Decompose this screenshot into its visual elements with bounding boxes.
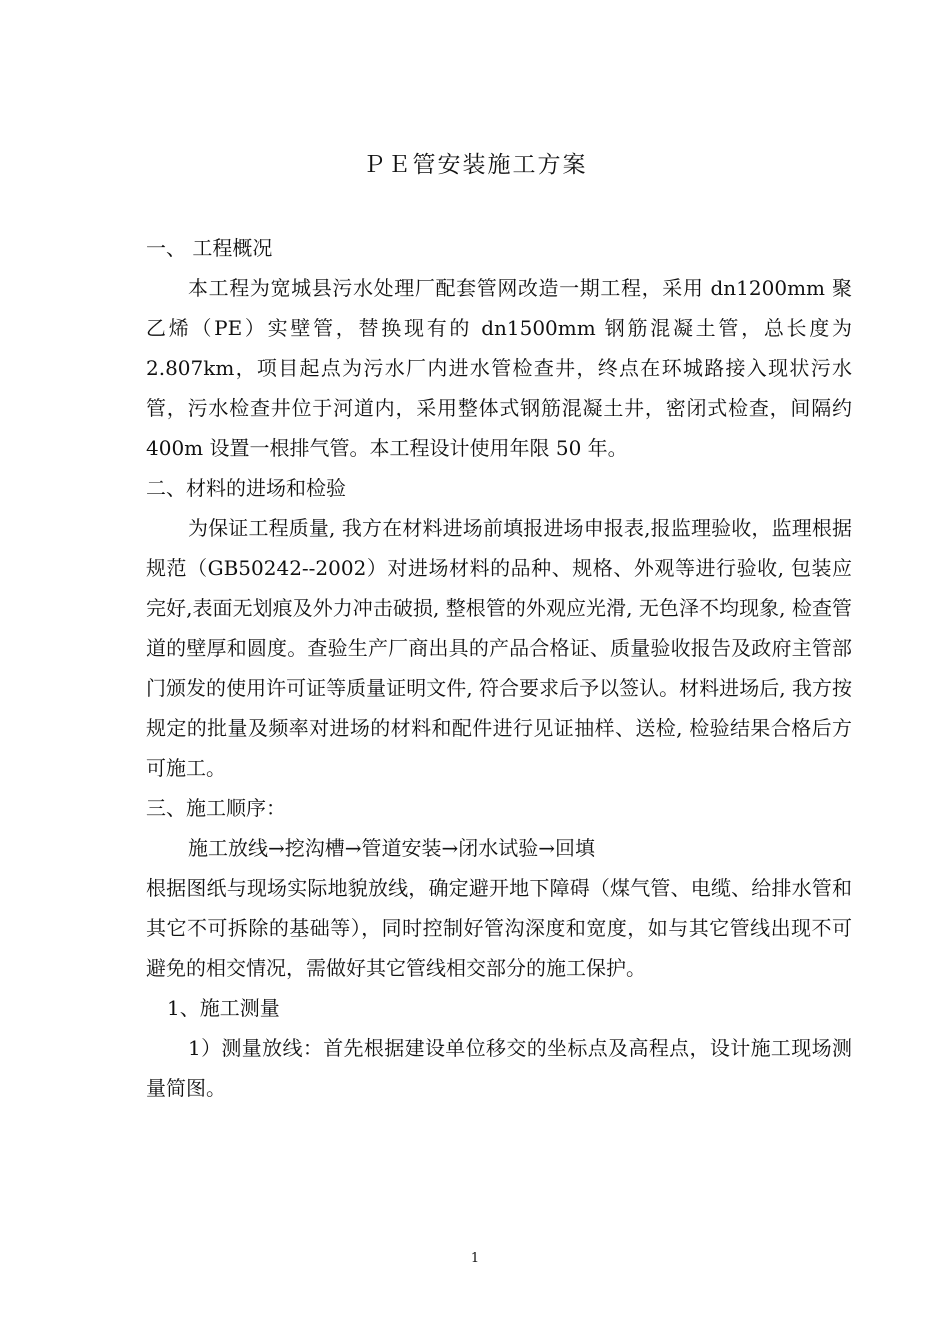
document-body <box>146 228 852 1108</box>
document-title: ＰＥ管安装施工方案 <box>362 152 588 178</box>
page-number: 1 <box>470 1251 480 1266</box>
paragraph-sequence-flow: 施工放线→挖沟槽→管道安装→闭水试验→回填 <box>188 836 596 860</box>
section-heading-overview: 一、 工程概况 <box>146 236 273 260</box>
paragraph-survey: 1）测量放线：首先根据建设单位移交的坐标点及高程点，设计施工现场测量简图。 <box>146 1036 852 1100</box>
paragraph-sequence-detail: 根据图纸与现场实际地貌放线，确定避开地下障碍（煤气管、电缆、给排水管和其它不可拆除的基础等），同时控制好管沟深度和宽度，如与其它管线出现不可避免的相交情况，需做好其它管线相交部分的施工保护。 <box>146 876 852 980</box>
section-heading-materials: 二、材料的进场和检验 <box>146 476 346 500</box>
subsection-heading-survey: 1、施工测量 <box>167 996 280 1020</box>
section-heading-sequence: 三、施工顺序： <box>146 796 286 820</box>
paragraph-materials: 为保证工程质量, 我方在材料进场前填报进场申报表,报监理验收，监理根据规范（GB50242--2002）对进场材料的品种、规格、外观等进行验收, 包装应完好,表面无划痕及外力冲击破损, 整根管的外观应光滑, 无色泽不均现象, 检查管道的壁厚和圆度。查验生产厂商出具的产品合格证、质量验收报告及政府主管部门颁发的使用许可证等质量证明文件, 符合要求后予以签认。材料进场后, 我方按规定的批量及频率对进场的材料和配件进行见证抽样、送检, 检验结果合格后方可施工。 <box>146 516 852 780</box>
paragraph-overview: 本工程为宽城县污水处理厂配套管网改造一期工程，采用 dn1200mm 聚乙烯（PE）实壁管，替换现有的 dn1500mm 钢筋混凝土管，总长度为 2.807km，项目起点为污水厂内进水管检查井，终点在环城路接入现状污水管，污水检查井位于河道内，采用整体式钢筋混凝土井，密闭式检查，间隔约 400m 设置一根排气管。本工程设计使用年限 50 年。 <box>146 276 852 460</box>
